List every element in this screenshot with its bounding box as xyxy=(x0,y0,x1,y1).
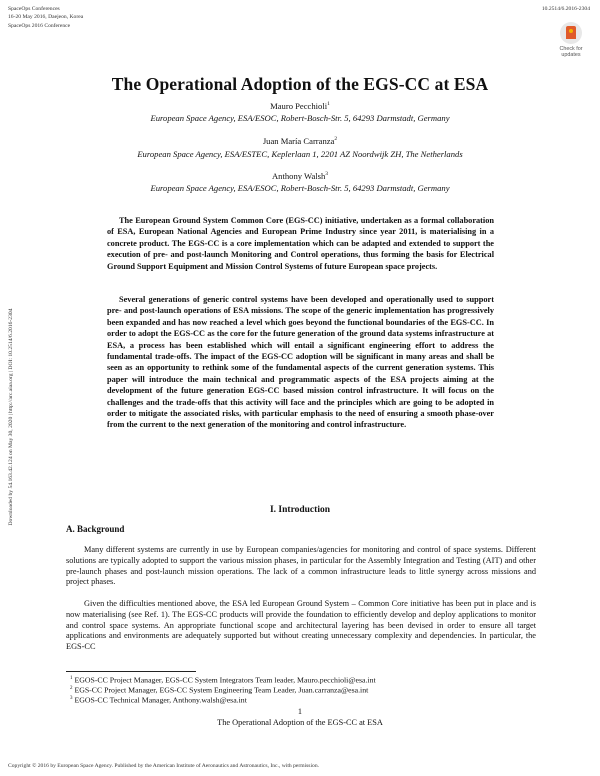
doi[interactable]: 10.2514/6.2016-2304 xyxy=(541,6,590,12)
paper-title: The Operational Adoption of the EGS-CC at ESA xyxy=(111,74,489,94)
bookmark-icon xyxy=(560,22,582,44)
copyright-notice: Copyright © 2016 by European Space Agency. Published by the American Institute of Aeronautics and Astronautics, Inc., with permission. xyxy=(8,763,320,769)
body-paragraph: Given the difficulties mentioned above, the ESA led European Ground System – Common Core initiative has been put in place and is now materialising (see Ref. 1). The EGS-CC products will provide the foundation to efficiently develop and deploy applications to monitor and control space systems. An appropriate functional scope and architectural layering has been devised in order to ensure all target applications and environments are adequately supported but without creating unnecessary complexity and dependencies. In particular, the EGS-CC xyxy=(66,599,536,652)
conference-line: SpaceOps 2016 Conference xyxy=(8,22,71,29)
abstract-paragraph: Several generations of generic control systems have been developed and operationally used to support pre- and post-launch operations of ESA missions. The scope of the generic implementation has progressively been expanded and has now reached a level which goes beyond the functional boundaries of the EGS-CC. In order to adopt the EGS-CC as the core for the future generation of the ground data systems infrastructure at ESA, a process has been established which will entail a significant engineering effort to address the fundamental trade-offs. The impact of the EGS-CC adoption will be significant in many areas and shall be seen as an opportunity to rethink some of the fundamental aspects of the current generation systems. This paper will introduce the main technical and programmatic aspects of the ESA projects aiming at the development of the future generation EGS-CC based mission control infrastructure. It will focus on the challenges and the trade-offs that this activity will face and the principles which are going to be adopted in order to mitigate the associated risks, with particular emphasis to the need of ensuring a smooth phase-over from the current to the next generation of the monitoring and control infrastructure. xyxy=(107,295,494,430)
check-for-updates-badge[interactable] xyxy=(552,22,590,62)
footnote: $^2$ EGS-CC Project Manager, EGS-CC System Engineering Team Leader, Juan.carranza@esa.int xyxy=(70,685,369,695)
footnote-divider xyxy=(66,671,196,672)
section-heading: I. Introduction xyxy=(269,505,330,515)
footnote: $^1$ EGOS-CC Project Manager, EGS-CC System Integrators Team leader, Mauro.pecchioli@esa.int xyxy=(70,675,376,685)
author-affiliation: European Space Agency, ESA/ESTEC, Keplerlaan 1, 2201 AZ Noordwijk ZH, The Netherlands xyxy=(137,149,463,159)
conference-header xyxy=(8,5,83,30)
page-number: 1 xyxy=(297,707,303,716)
download-watermark xyxy=(6,252,16,582)
download-text: Downloaded by 54.163.42.124 on May 30, 2020 | http://arc.aiaa.org | DOI: 10.2514/6.2016-2304 xyxy=(8,308,14,526)
footnote: $^3$ EGOS-CC Technical Manager, Anthony.walsh@esa.int xyxy=(70,695,247,705)
author-name: Juan María Carranza$^2$ xyxy=(262,136,338,146)
author-affiliation: European Space Agency, ESA/ESOC, Robert-Bosch-Str. 5, 64293 Darmstadt, Germany xyxy=(150,183,450,193)
author-name: Mauro Pecchioli$^1$ xyxy=(270,101,330,111)
badge-label: updates xyxy=(561,52,581,58)
body-paragraph: Many different systems are currently in use by European companies/agencies for monitoring and control of space systems. Different solutions are typically adopted to support the various mission phases, in particular for the Assembly Integration and Testing (AIT) and other pre-launch phases and post-launch mission operations. The lack of a common infrastructure leads to little synergy across missions and project phases. xyxy=(66,545,536,587)
subsection-heading: A. Background xyxy=(66,524,125,534)
abstract-paragraph: The European Ground System Common Core (EGS-CC) initiative, undertaken as a formal collaboration of ESA, European National Agencies and European Prime Industry since year 2011, is materialising in a concrete product. The EGS-CC is a core implementation which can be adapted and extended to support the execution of pre- and post-launch Monitoring and Control operations, thus forming the basis for Electrical Ground Support Equipment and Mission Control Systems of future European space projects. xyxy=(107,216,494,271)
author-affiliation: European Space Agency, ESA/ESOC, Robert-Bosch-Str. 5, 64293 Darmstadt, Germany xyxy=(150,113,450,123)
conference-line: SpaceOps Conferences xyxy=(8,6,60,12)
badge-label: Check for xyxy=(559,46,583,52)
page-footer-title: The Operational Adoption of the EGS-CC at ESA xyxy=(217,718,383,727)
conference-line: 16-20 May 2016, Daejeon, Korea xyxy=(8,14,84,21)
author-name: Anthony Walsh$^3$ xyxy=(271,171,329,181)
